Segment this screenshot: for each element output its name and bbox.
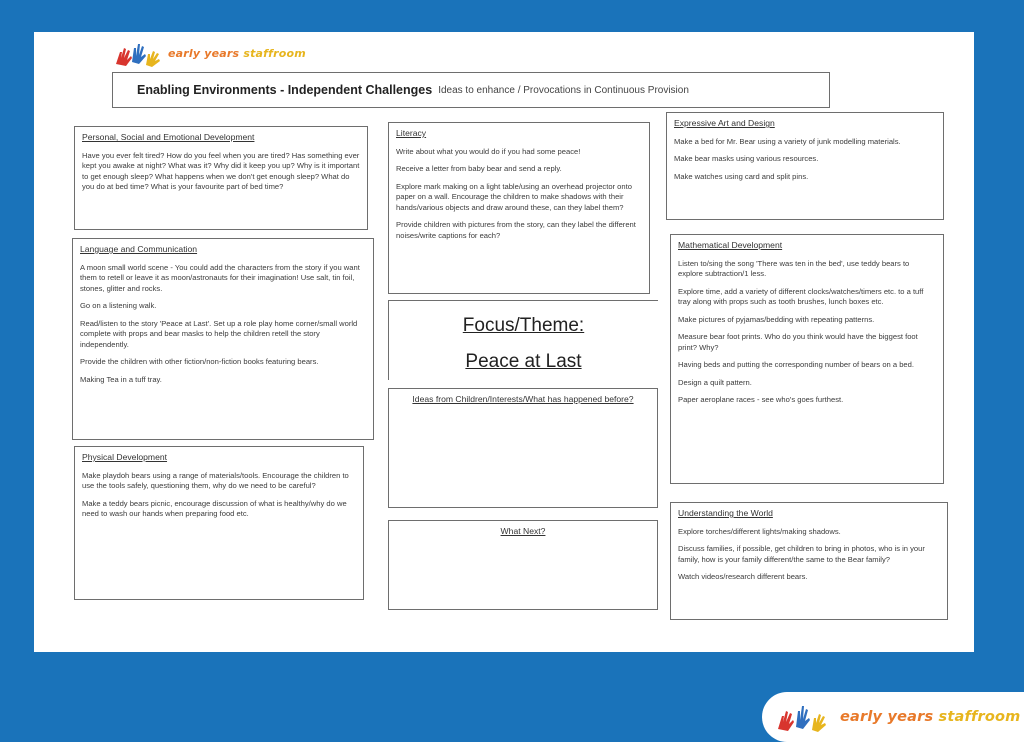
hand-yellow-icon	[812, 714, 826, 732]
section-language	[72, 238, 374, 440]
section-item: Having beds and putting the corresponding number of bears on a bed.	[678, 360, 914, 370]
section-item: Making Tea in a tuff tray.	[80, 374, 162, 384]
hand-yellow-icon	[146, 51, 160, 67]
section-physical	[74, 446, 364, 600]
section-expressive	[666, 112, 944, 220]
brand-badge	[762, 692, 1024, 742]
section-item: Explore mark making on a light table/using an overhead projector onto paper on a wall. Encourage the children to make shadows with their hands/various objects and draw around these, can they label them?	[396, 181, 632, 212]
section-title: Physical Development	[82, 452, 168, 462]
section-item: Write about what you would do if you had some peace!	[396, 146, 581, 156]
section-world	[670, 502, 948, 620]
section-item: Paper aeroplane races - see who's goes furthest.	[678, 395, 844, 405]
section-item: Watch videos/research different bears.	[678, 572, 808, 582]
section-item: Read/listen to the story 'Peace at Last'. Set up a role play home corner/small world complete with props and bear masks to help the children retell the story independently.	[80, 318, 358, 349]
section-item: Provide the children with other fiction/non-fiction books featuring bears.	[80, 357, 319, 367]
document-title: Enabling Environments - Independent Challenges	[137, 83, 433, 97]
hand-red-icon	[116, 48, 132, 66]
section-item: A moon small world scene - You could add the characters from the story if you want them to retell or leave it as moon/astronauts for their imagination! Use salt, tin foil, stones, glitter and rocks.	[80, 262, 360, 293]
focus-theme-title: Peace at Last	[465, 351, 582, 372]
hand-blue-icon	[796, 706, 810, 729]
section-title: Ideas from Children/Interests/What has happened before?	[412, 394, 634, 404]
title-bar	[112, 72, 830, 108]
section-item: Discuss families, if possible, get children to bring in photos, who is in your family, how is your family different/the same to the Bear family?	[678, 544, 925, 564]
section-item: Go on a listening walk.	[80, 301, 157, 311]
section-item: Make a bed for Mr. Bear using a variety of junk modelling materials.	[674, 136, 901, 146]
section-item: Provide children with pictures from the story, can they label the different noises/write captions for each?	[396, 220, 636, 240]
section-item: Make bear masks using various resources.	[674, 154, 819, 164]
hand-red-icon	[778, 711, 794, 731]
section-maths	[670, 234, 944, 484]
section-item: Have you ever felt tired? How do you feel when you are tired? Has something ever kept you awake at night? What was it? Why did it keep you up? Why is it important to get enough sleep? What happens when we don't get enough sleep? What do you do at bed time? What is your favourite part of bed time?	[82, 150, 360, 192]
header-logo	[112, 38, 306, 68]
focus-label: Focus/Theme:	[462, 315, 585, 336]
hands-logo-icon	[112, 38, 164, 68]
section-item: Make a teddy bears picnic, encourage discussion of what is healthy/why do we need to wash our hands when preparing food etc.	[82, 498, 347, 519]
section-item: Explore time, add a variety of different clocks/watches/timers etc. to a tuff tray along with props such as tooth brushes, lunch boxes etc.	[678, 286, 924, 307]
brand-name: early years staffroom	[840, 709, 1021, 725]
section-title: Understanding the World	[678, 508, 773, 518]
section-title: Personal, Social and Emotional Development	[82, 132, 255, 142]
document-subtitle: Ideas to enhance / Provocations in Continuous Provision	[438, 84, 689, 96]
section-item: Explore torches/different lights/making shadows.	[678, 526, 841, 536]
section-title: What Next?	[500, 526, 546, 536]
hands-logo-icon	[774, 701, 832, 733]
section-item: Design a quilt pattern.	[678, 377, 752, 387]
section-psed	[74, 126, 368, 230]
section-title: Language and Communication	[80, 244, 198, 254]
section-title: Mathematical Development	[678, 240, 783, 250]
section-ideas	[388, 388, 658, 508]
brand-name: early years staffroom	[168, 46, 306, 60]
section-item: Make pictures of pyjamas/bedding with repeating patterns.	[678, 314, 875, 324]
section-what-next	[388, 520, 658, 610]
focus-theme	[388, 300, 658, 380]
document-sheet	[34, 32, 974, 652]
section-literacy	[388, 122, 650, 294]
section-title: Expressive Art and Design	[674, 118, 775, 128]
section-item: Receive a letter from baby bear and send a reply.	[396, 164, 562, 174]
section-title: Literacy	[396, 128, 427, 138]
hand-blue-icon	[132, 44, 146, 64]
section-item: Make playdoh bears using a range of materials/tools. Encourage the children to use the tools safely, questioning them, why do we need to be careful?	[82, 470, 349, 491]
section-item: Listen to/sing the song 'There was ten in the bed', use teddy bears to explore subtraction/1 less.	[678, 258, 910, 279]
section-item: Measure bear foot prints. Who do you think would have the biggest foot print? Why?	[678, 332, 918, 352]
section-item: Make watches using card and split pins.	[674, 171, 809, 181]
